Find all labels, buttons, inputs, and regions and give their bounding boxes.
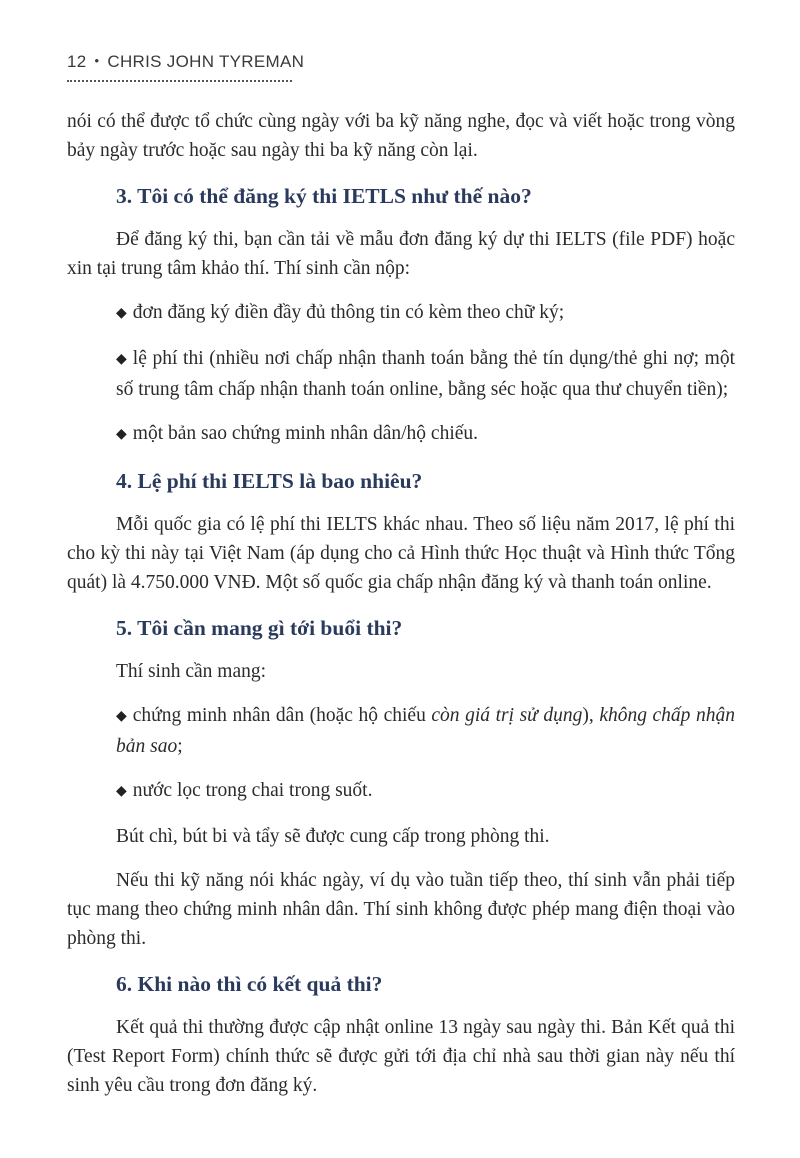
list-item-text: một bản sao chứng minh nhân dân/hộ chiếu.: [132, 423, 479, 444]
section-5-paragraph-2: Nếu thi kỹ năng nói khác ngày, ví dụ vào tuần tiếp theo, thí sinh vẫn phải tiếp tục mang theo chứng minh nhân dân. Thí sinh không được phép mang điện thoại vào phòng thi.: [67, 870, 735, 949]
section-5-heading: 5. Tôi cần mang gì tới buổi thi?: [116, 616, 403, 640]
section-6-heading: 6. Khi nào thì có kết quả thi?: [116, 972, 383, 996]
author-name: CHRIS JOHN TYREMAN: [107, 52, 305, 71]
page-number: 12: [67, 52, 87, 71]
intro-paragraph: nói có thể được tổ chức cùng ngày với ba kỹ năng nghe, đọc và viết hoặc trong vòng bảy ngày trước hoặc sau ngày thi ba kỹ năng còn lại.: [67, 111, 735, 161]
page-body: [67, 107, 735, 1100]
list-item: [67, 298, 735, 329]
section-3-paragraph: Để đăng ký thi, bạn cần tải về mẫu đơn đăng ký dự thi IELTS (file PDF) hoặc xin tại trung tâm khảo thí. Thí sinh cần nộp:: [67, 229, 735, 279]
list-item-text: đơn đăng ký điền đầy đủ thông tin có kèm theo chữ ký;: [132, 302, 565, 323]
diamond-bullet-icon: ◆: [116, 709, 127, 724]
list-item-text: nước lọc trong chai trong suốt.: [132, 780, 373, 801]
diamond-bullet-icon: ◆: [116, 306, 127, 321]
running-header: [67, 52, 304, 72]
section-5-paragraph-1: Bút chì, bút bi và tẩy sẽ được cung cấp trong phòng thi.: [116, 826, 550, 847]
diamond-bullet-icon: ◆: [116, 352, 127, 367]
section-6-paragraph: Kết quả thi thường được cập nhật online 13 ngày sau ngày thi. Bản Kết quả thi (Test Report Form) chính thức sẽ được gửi tới địa chỉ nhà sau thời gian này nếu thí sinh yêu cầu trong đơn đăng ký.: [67, 1017, 735, 1096]
header-separator: •: [94, 53, 100, 68]
list-item-italic-b: không chấp nhận bản sao: [116, 705, 735, 757]
section-5-lead: Thí sinh cần mang:: [116, 661, 267, 682]
list-item: [67, 701, 735, 761]
diamond-bullet-icon: ◆: [116, 427, 127, 442]
list-item-text-b: ),: [582, 705, 600, 726]
list-item: [67, 344, 735, 404]
section-3-heading: 3. Tôi có thể đăng ký thi IETLS như thế nào?: [116, 184, 532, 208]
diamond-bullet-icon: ◆: [116, 784, 127, 799]
section-4-heading: 4. Lệ phí thi IELTS là bao nhiêu?: [116, 469, 423, 493]
list-item-text-c: ;: [177, 736, 183, 757]
section-4-paragraph: Mỗi quốc gia có lệ phí thi IELTS khác nhau. Theo số liệu năm 2017, lệ phí thi cho kỳ thi này tại Việt Nam (áp dụng cho cả Hình thức Học thuật và Hình thức Tổng quát) là 4.750.000 VNĐ. Một số quốc gia chấp nhận đăng ký và thanh toán online.: [67, 514, 735, 593]
list-item-text: lệ phí thi (nhiều nơi chấp nhận thanh toán bằng thẻ tín dụng/thẻ ghi nợ; một số trung tâm chấp nhận thanh toán online, bằng séc hoặc qua thư chuyển tiền);: [116, 348, 735, 400]
list-item: [67, 776, 735, 807]
header-dotted-rule: [67, 80, 292, 82]
list-item: [67, 419, 735, 450]
list-item-text-a: chứng minh nhân dân (hoặc hộ chiếu: [132, 705, 432, 726]
list-item-italic-a: còn giá trị sử dụng: [431, 705, 583, 726]
